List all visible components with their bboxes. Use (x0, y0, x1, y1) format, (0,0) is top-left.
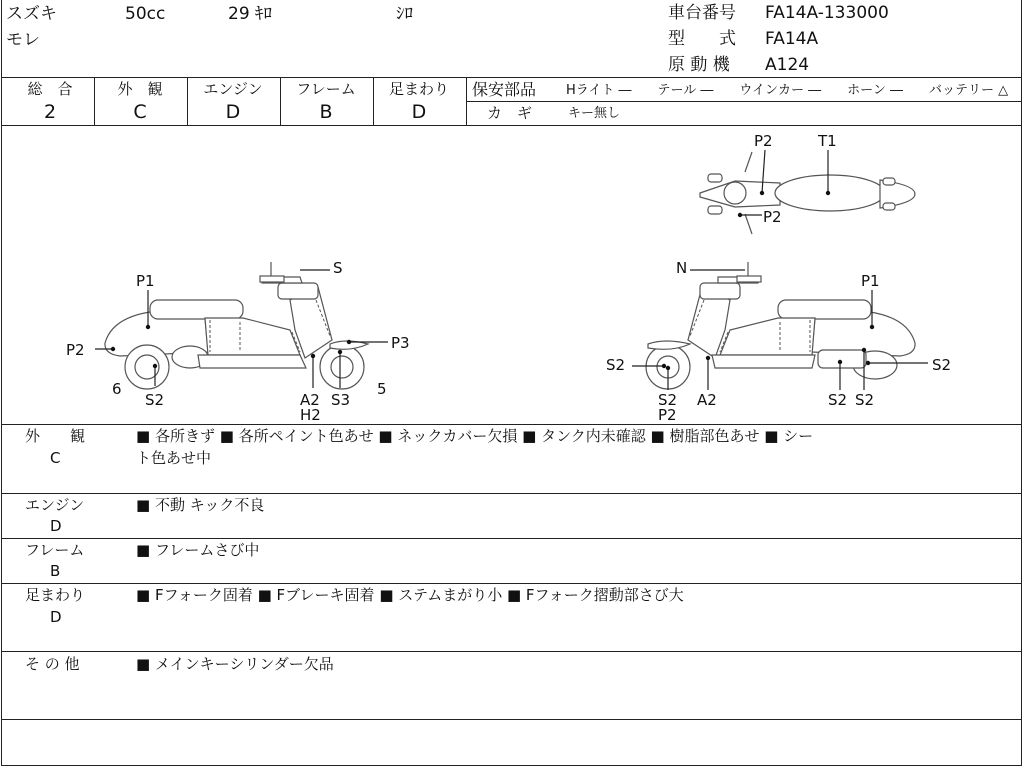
grade-header-overall: 総 合 (27, 80, 73, 98)
key-label: カ ギ (487, 104, 533, 122)
safety-label: 保安部品 (472, 80, 537, 99)
remark-grade-engine: D (50, 517, 62, 535)
mark-p2-right: P2 (658, 406, 677, 424)
scooter-right-view (632, 262, 928, 390)
remark-cat-suspension: 足まわり (25, 586, 86, 604)
mark-s2-right-wheel: S2 (658, 391, 678, 409)
mark-s2-right-muffler: S2 (828, 391, 848, 409)
mark-p2-top: P2 (754, 132, 773, 150)
remark-text-exterior-cont: ト色あせ中 (136, 449, 212, 467)
type-label: 型 式 (668, 29, 736, 49)
scooter-top-view (700, 150, 915, 234)
grade-header-engine: エンジン (203, 80, 263, 98)
remark-cat-frame: フレーム (25, 541, 85, 559)
remark-text-frame: ■ フレームさび中 (136, 541, 260, 559)
divider (466, 101, 1022, 102)
divider (1, 719, 1022, 720)
grade-exterior: C (133, 101, 147, 123)
remark-grade-suspension: D (50, 608, 62, 626)
mark-s: S (333, 259, 343, 277)
engine-label: 原 動 機 (668, 55, 730, 75)
remark-cat-exterior: 外 観 (25, 427, 86, 445)
maker: スズキ (6, 4, 57, 24)
mark-6: 6 (112, 380, 122, 398)
mark-s2-right-rear: S2 (932, 356, 952, 374)
divider (280, 77, 281, 125)
grade-frame: B (319, 101, 333, 123)
mark-n: N (676, 259, 688, 277)
remark-text-other: ■ メインキーシリンダー欠品 (136, 655, 334, 673)
divider (373, 77, 374, 125)
mark-p1-left: P1 (136, 272, 155, 290)
displacement: 50cc (125, 4, 166, 24)
mark-a2-right: A2 (697, 391, 717, 409)
grade-header-exterior: 外 観 (117, 80, 163, 98)
mark-s3: S3 (331, 391, 351, 409)
remark-grade-frame: B (50, 562, 61, 580)
mileage: 29 ｷﾛ (228, 4, 273, 24)
mark-p2-top-bottom: P2 (763, 208, 782, 226)
safety-items: Hライト ― テール ― ウインカー ― ホーン ― バッテリー △ (566, 83, 1009, 98)
grade-suspension: D (411, 101, 427, 123)
mark-s2-right-front: S2 (606, 356, 626, 374)
mark-a2-left: A2 (300, 391, 320, 409)
type-value: FA14A (765, 29, 819, 49)
mark-5: 5 (377, 380, 387, 398)
mark-p2-left: P2 (66, 341, 85, 359)
remark-text-engine: ■ 不動 キック不良 (136, 496, 265, 514)
grade-header-suspension: 足まわり (388, 80, 449, 98)
divider (187, 77, 188, 125)
remark-text-exterior: ■ 各所きず ■ 各所ペイント色あせ ■ ネックカバー欠損 ■ タンク内未確認 ■ 樹脂部色あせ ■ シー (136, 427, 814, 445)
grade-header-frame: フレーム (296, 80, 356, 98)
mark-t1: T1 (818, 132, 837, 150)
remark-cat-engine: エンジン (25, 496, 85, 514)
remark-grade-exterior: C (50, 449, 61, 467)
grade-engine: D (225, 101, 241, 123)
frame-no: FA14A-133000 (765, 3, 889, 23)
mark-h2: H2 (300, 406, 321, 424)
remark-cat-other: そ の 他 (25, 655, 80, 673)
mark-s2-right-case: S2 (855, 391, 875, 409)
mark-p1-right: P1 (861, 272, 880, 290)
model-name: モレ (6, 30, 40, 50)
engine-value: A124 (765, 55, 810, 75)
grade-overall: 2 (43, 101, 57, 123)
divider (1, 77, 1022, 78)
key-value: キー無し (568, 106, 621, 121)
divider (1, 651, 1022, 652)
remark-text-suspension: ■ Fフォーク固着 ■ Fブレーキ固着 ■ ステムまがり小 ■ Fフォーク摺動部さび大 (136, 586, 684, 604)
mark-p3: P3 (391, 334, 410, 352)
frame-no-label: 車台番号 (668, 3, 736, 23)
color: ｼﾛ (396, 4, 413, 24)
divider (94, 77, 95, 125)
mark-s2-left: S2 (145, 391, 165, 409)
